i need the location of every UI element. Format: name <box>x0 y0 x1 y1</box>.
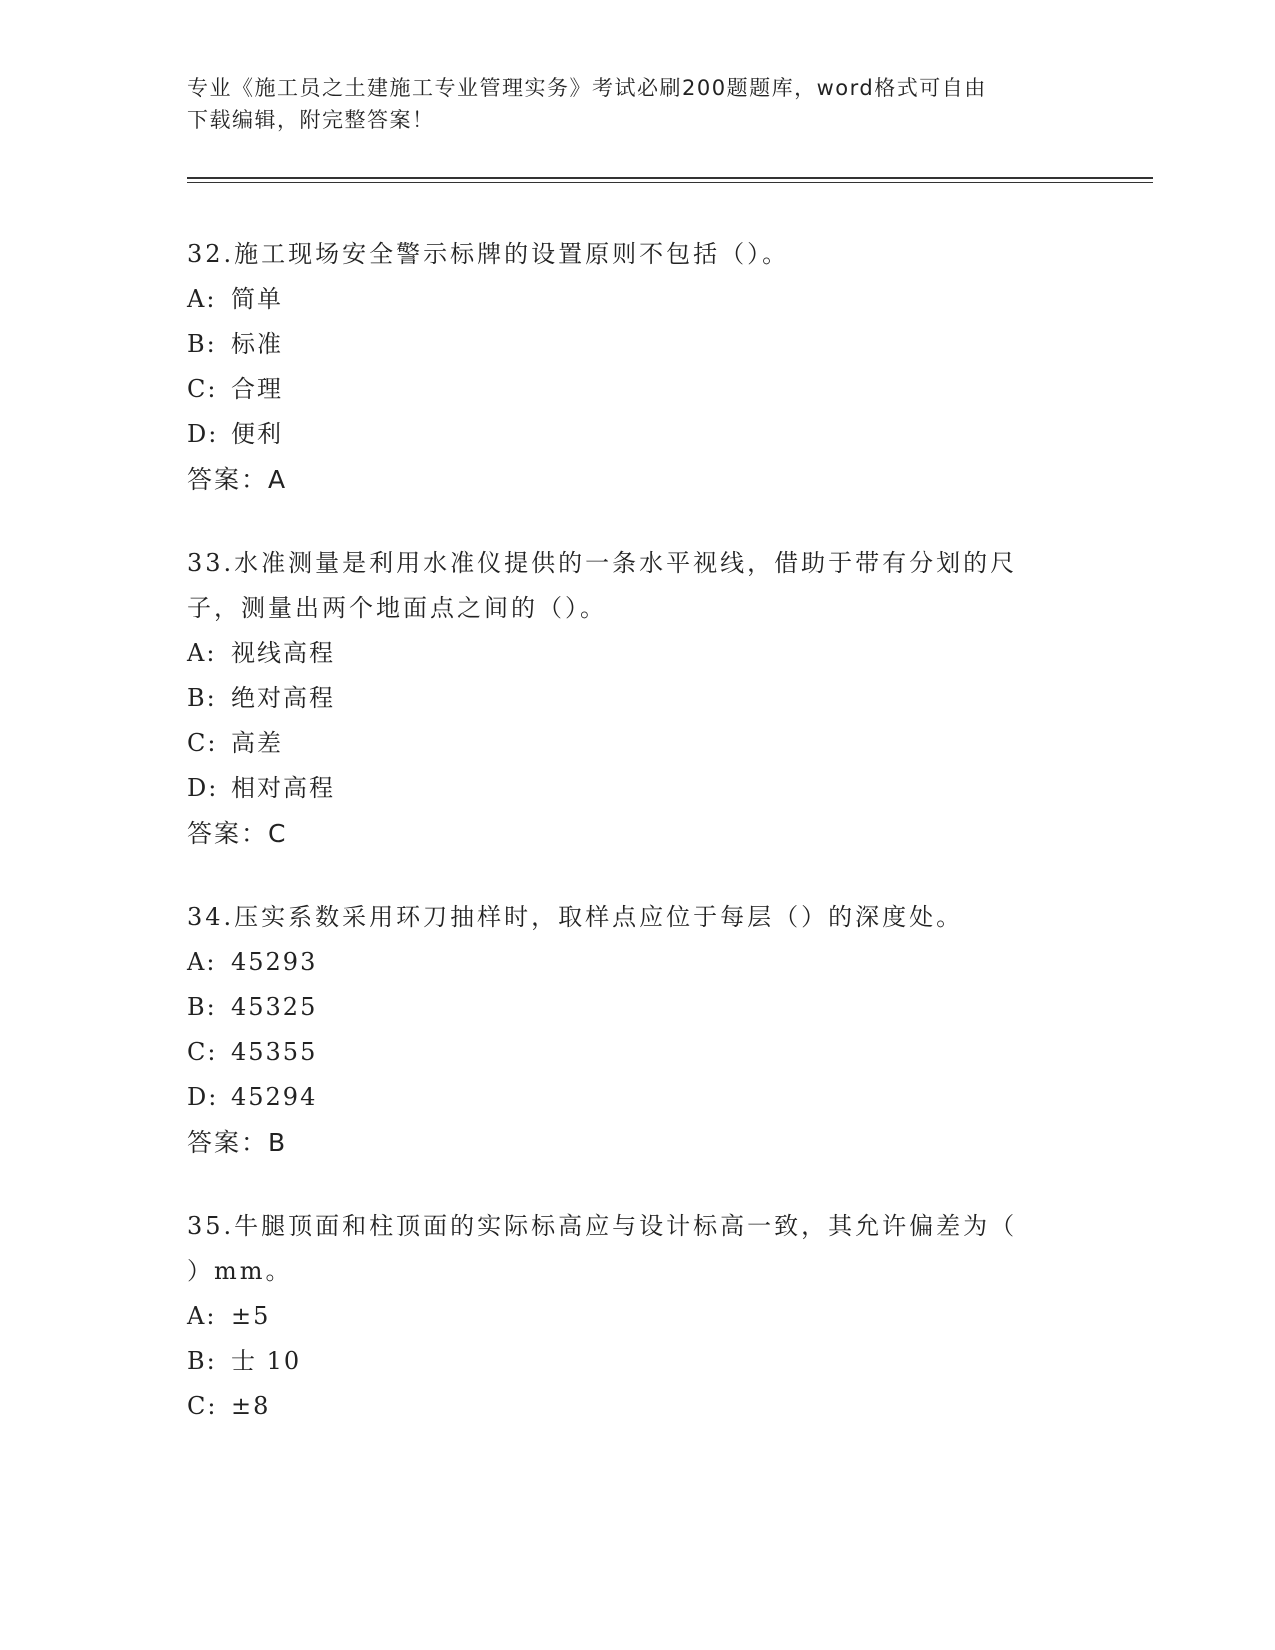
option-text: 合理 <box>231 375 283 403</box>
document-header <box>187 72 1067 136</box>
question-33 <box>187 541 1077 857</box>
option-key: C: <box>187 729 218 757</box>
option-c <box>187 1030 1077 1075</box>
question-stem: 34.压实系数采用环刀抽样时，取样点应位于每层（）的深度处。 <box>187 903 964 931</box>
question-34 <box>187 895 1077 1166</box>
option-text: 视线高程 <box>231 639 335 667</box>
header-divider-thin <box>187 182 1153 183</box>
option-key: D: <box>187 420 219 448</box>
option-text: 标准 <box>231 330 283 358</box>
option-text: 相对高程 <box>231 774 335 802</box>
option-d <box>187 766 1077 811</box>
option-b <box>187 985 1077 1030</box>
option-key: B: <box>187 1347 217 1375</box>
option-c <box>187 367 1077 412</box>
option-key: B: <box>187 684 217 712</box>
option-text: 45293 <box>231 948 318 976</box>
question-list <box>187 232 1077 1467</box>
option-key: C: <box>187 1038 218 1066</box>
option-text: 简单 <box>231 285 283 313</box>
option-key: B: <box>187 330 217 358</box>
option-text: 45355 <box>231 1038 318 1066</box>
header-line-2: 下载编辑，附完整答案！ <box>187 108 435 132</box>
option-text: 高差 <box>231 729 283 757</box>
question-32 <box>187 232 1077 503</box>
option-key: D: <box>187 774 219 802</box>
option-d <box>187 1075 1077 1120</box>
option-key: A: <box>187 285 217 313</box>
answer-line: 答案：A <box>187 465 288 494</box>
option-text: ±8 <box>231 1392 271 1420</box>
answer-line: 答案：B <box>187 1128 288 1157</box>
question-stem-line-2: 子，测量出两个地面点之间的（）。 <box>187 594 607 622</box>
option-d <box>187 412 1077 457</box>
question-35 <box>187 1204 1077 1429</box>
option-text: 绝对高程 <box>231 684 335 712</box>
option-key: B: <box>187 993 217 1021</box>
answer-line: 答案：C <box>187 819 288 848</box>
option-text: 45325 <box>231 993 318 1021</box>
option-key: A: <box>187 1302 217 1330</box>
option-text: 士 10 <box>231 1347 302 1375</box>
header-line-1: 专业《施工员之土建施工专业管理实务》考试必刷200题题库，word格式可自由 <box>187 76 987 100</box>
option-key: A: <box>187 639 217 667</box>
option-key: D: <box>187 1083 219 1111</box>
question-stem: 32.施工现场安全警示标牌的设置原则不包括（）。 <box>187 240 790 268</box>
option-b <box>187 1339 1077 1384</box>
question-stem-line-2: ）mm。 <box>187 1257 293 1285</box>
option-a <box>187 277 1077 322</box>
option-b <box>187 676 1077 721</box>
option-b <box>187 322 1077 367</box>
option-key: C: <box>187 375 218 403</box>
option-c <box>187 1384 1077 1429</box>
option-a <box>187 940 1077 985</box>
option-key: C: <box>187 1392 218 1420</box>
option-text: ±5 <box>231 1302 271 1330</box>
option-c <box>187 721 1077 766</box>
option-a <box>187 1294 1077 1339</box>
option-key: A: <box>187 948 217 976</box>
question-stem-line-1: 33.水准测量是利用水准仪提供的一条水平视线，借助于带有分划的尺 <box>187 549 1018 577</box>
option-text: 45294 <box>231 1083 318 1111</box>
option-text: 便利 <box>231 420 283 448</box>
option-a <box>187 631 1077 676</box>
header-divider-thick <box>187 177 1153 179</box>
question-stem-line-1: 35.牛腿顶面和柱顶面的实际标高应与设计标高一致，其允许偏差为（ <box>187 1212 1018 1240</box>
